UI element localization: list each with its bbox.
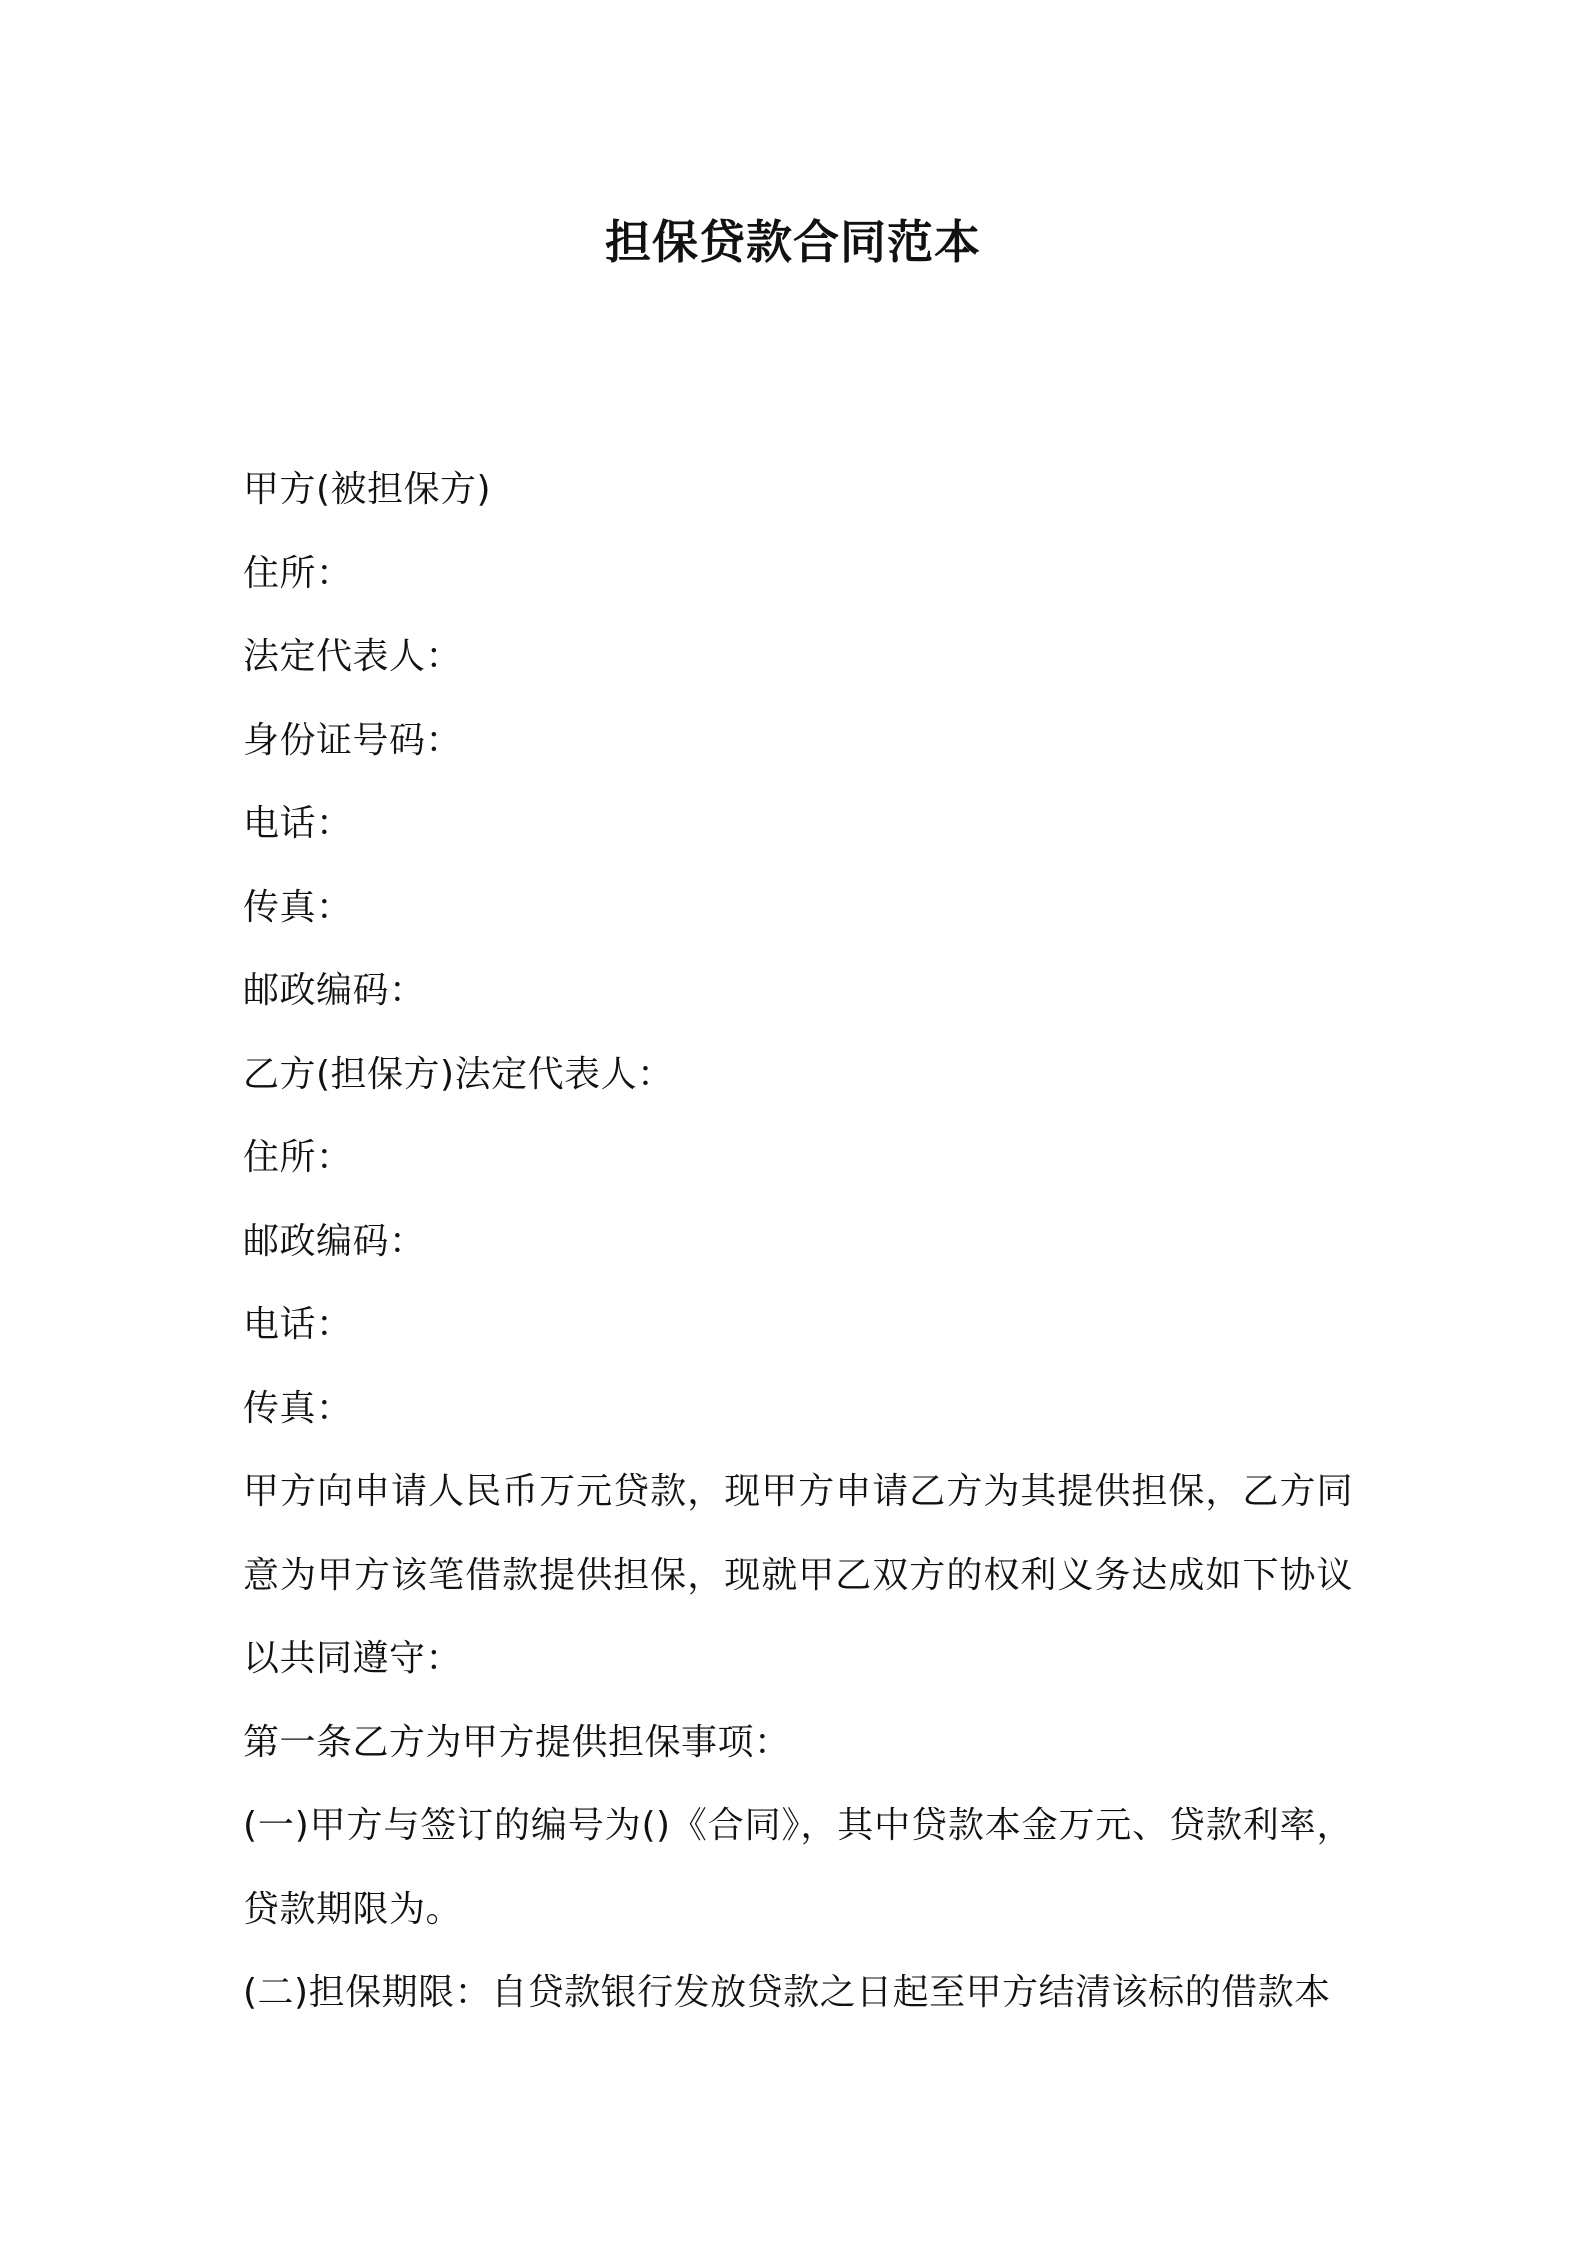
party-b-postcode-label: 邮政编码： [243, 1220, 426, 1262]
article-one-heading: 第一条乙方为甲方提供担保事项： [243, 1721, 791, 1763]
clause-one-paragraph: (一)甲方与签订的编号为()《合同》，其中贷款本金万元、贷款利率，贷款期限为。 [243, 1805, 1353, 1930]
party-a-phone-label: 电话： [243, 803, 353, 844]
clause-two-paragraph: (二)担保期限：自贷款银行发放贷款之日起至甲方结清该标的借款本 [243, 1972, 1331, 2013]
preamble-paragraph: 甲方向申请人民币万元贷款，现甲方申请乙方为其提供担保，乙方同意为甲方该笔借款提供担保，现就甲乙双方的权利义务达成如下协议以共同遵守： [243, 1471, 1353, 1679]
party-a-postcode-label: 邮政编码： [243, 970, 426, 1011]
party-b-heading: 乙方(担保方)法定代表人： [243, 1053, 674, 1095]
party-a-legal-rep-label: 法定代表人： [243, 636, 463, 677]
party-b-address-label: 住所： [243, 1137, 353, 1178]
party-a-id-number-label: 身份证号码： [243, 719, 463, 761]
party-a-address-label: 住所： [243, 552, 353, 594]
party-b-fax-label: 传真： [243, 1387, 353, 1429]
document-body [243, 448, 1353, 2035]
party-a-heading: 甲方(被担保方) [243, 469, 492, 510]
party-a-fax-label: 传真： [243, 886, 353, 928]
party-b-phone-label: 电话： [243, 1304, 353, 1345]
document-title: 担保贷款合同范本 [605, 215, 981, 269]
